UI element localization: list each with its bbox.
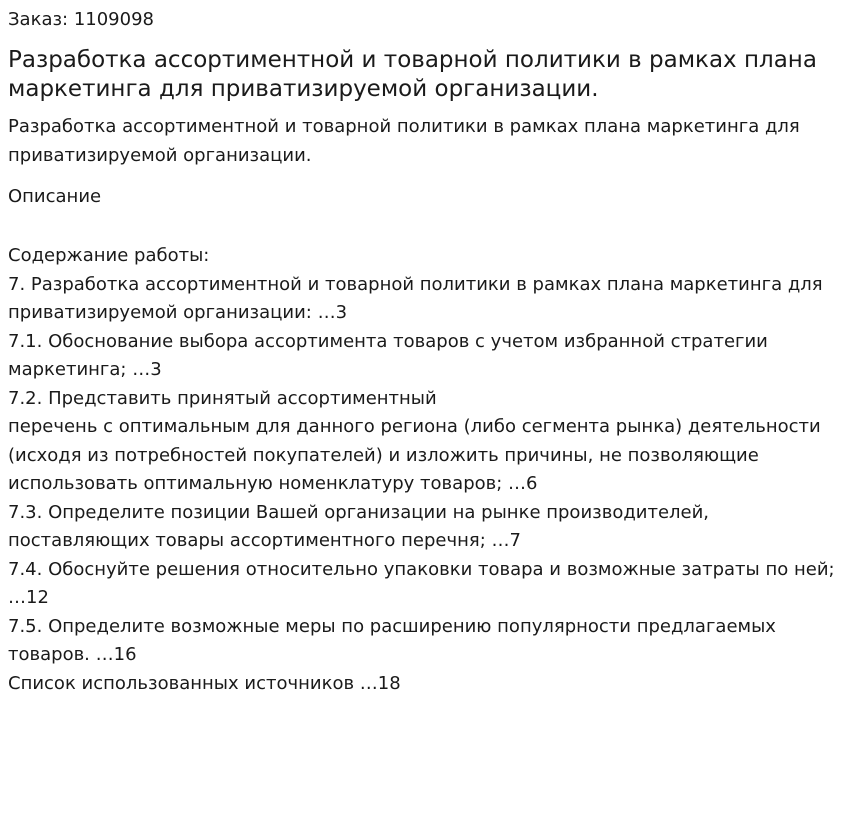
contents-line: 7.3. Определите позиции Вашей организации на рынке производителей, поставляющих товары ассортиментного перечня; …7	[8, 501, 710, 551]
contents-line: Содержание работы:	[8, 245, 210, 266]
page-subtitle: Разработка ассортиментной и товарной политики в рамках плана маркетинга для приватизируемой организации.	[8, 116, 800, 166]
table-of-contents	[8, 242, 839, 698]
contents-line: 7.2. Представить принятый ассортиментный	[8, 387, 437, 409]
contents-line: 7. Разработка ассортиментной и товарной политики в рамках плана маркетинга для приватизируемой организации: …3	[8, 273, 823, 323]
contents-line: перечень с оптимальным для данного региона (либо сегмента рынка) деятельности (исходя из потребностей покупателей) и изложить причины, не позволяющие использовать оптимальную номенклатуру товаров; …6	[8, 416, 821, 494]
contents-line: Список использованных источников …18	[8, 672, 401, 694]
page-title: Разработка ассортиментной и товарной политики в рамках плана маркетинга для приватизируемой организации.	[8, 47, 817, 102]
order-number: Заказ: 1109098	[8, 9, 154, 30]
contents-line: 7.5. Определите возможные меры по расширению популярности предлагаемых товаров. …16	[8, 615, 776, 665]
contents-line: 7.4. Обоснуйте решения относительно упаковки товара и возможные затраты по ней; …12	[8, 558, 835, 608]
contents-line: 7.1. Обоснование выбора ассортимента товаров с учетом избранной стратегии маркетинга; …3	[8, 330, 768, 380]
description-heading: Описание	[8, 186, 102, 207]
